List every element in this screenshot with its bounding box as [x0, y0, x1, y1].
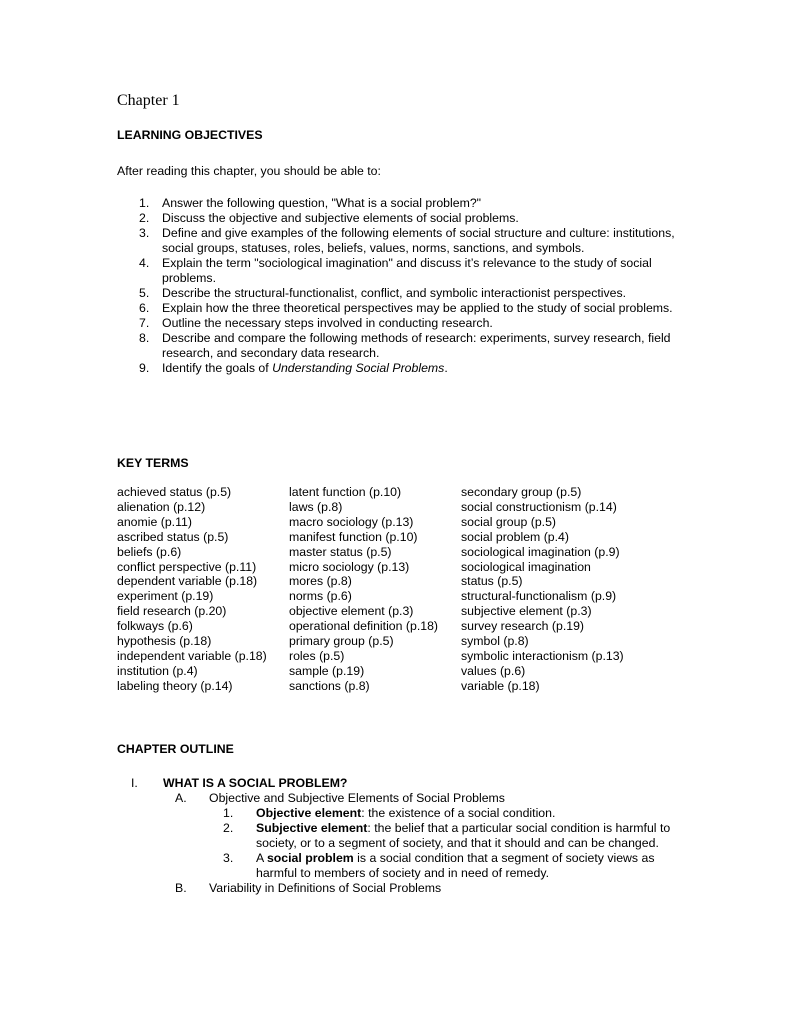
key-terms-column-2 — [289, 485, 438, 694]
key-term: operational definition (p.18) — [289, 619, 439, 634]
key-term: master status (p.5) — [289, 544, 392, 559]
key-term: social group (p.5) — [461, 514, 557, 529]
key-term: survey research (p.19) — [461, 619, 585, 634]
key-term: primary group (p.5) — [289, 634, 394, 649]
outline-subsection-b: B. Variability in Definitions of Social Problems — [175, 881, 442, 895]
term-social-problem: social problem — [266, 851, 354, 865]
key-term: symbol (p.8) — [461, 634, 529, 649]
term-subjective-element: Subjective element — [256, 821, 368, 835]
outline-item-2: 2. Subjective element: the belief that a particular social condition is harmful to society, or to a segment of society, and that it should and can be changed. — [223, 821, 671, 850]
key-term: sociological imagination — [461, 559, 591, 574]
key-term: alienation (p.12) — [117, 499, 206, 514]
objectives-list — [117, 196, 677, 376]
outline-item-1: 1. Objective element: the existence of a social condition. — [223, 806, 556, 820]
key-term: ascribed status (p.5) — [117, 529, 229, 544]
key-term: norms (p.6) — [289, 589, 352, 604]
key-term: latent function (p.10) — [289, 485, 402, 499]
key-term: dependent variable (p.18) — [117, 574, 258, 589]
chapter-title: Chapter 1 — [117, 92, 180, 109]
key-term: symbolic interactionism (p.13) — [461, 648, 624, 663]
key-term: manifest function (p.10) — [289, 529, 418, 544]
book-title: Understanding Social Problems — [272, 361, 445, 375]
list-item: 3. Define and give examples of the following elements of social structure and culture: institutions, social groups, statuses, roles, beliefs, values, norms, sanctions, and symbols. — [139, 226, 675, 255]
key-term: sociological imagination (p.9) — [461, 544, 620, 559]
key-terms-heading: KEY TERMS — [117, 456, 189, 470]
key-term: structural-functionalism (p.9) — [461, 589, 617, 604]
key-term: macro sociology (p.13) — [289, 514, 414, 529]
key-term: roles (p.5) — [289, 648, 345, 663]
key-term: folkways (p.6) — [117, 619, 193, 634]
key-term: sanctions (p.8) — [289, 678, 370, 693]
chapter-outline — [117, 776, 677, 896]
key-term: achieved status (p.5) — [117, 485, 232, 499]
key-term: beliefs (p.6) — [117, 544, 182, 559]
list-item: 1. Answer the following question, "What is a social problem?" — [139, 196, 482, 210]
list-item: 9. Identify the goals of Understanding Social Problems. — [139, 361, 448, 375]
learning-objectives-heading: LEARNING OBJECTIVES — [117, 128, 263, 142]
objectives-intro: After reading this chapter, you should be able to: — [117, 164, 381, 178]
outline-subsection-a: A. Objective and Subjective Elements of Social Problems — [175, 791, 505, 805]
list-item: 6. Explain how the three theoretical perspectives may be applied to the study of social problems. — [139, 301, 673, 315]
key-term: mores (p.8) — [289, 574, 352, 589]
outline-section-i: I. WHAT IS A SOCIAL PROBLEM? — [131, 776, 348, 790]
key-term: independent variable (p.18) — [117, 648, 267, 663]
key-term: values (p.6) — [461, 663, 526, 678]
chapter-outline-heading: CHAPTER OUTLINE — [117, 742, 234, 756]
key-term: anomie (p.11) — [117, 514, 192, 529]
term-objective-element: Objective element — [256, 806, 362, 820]
key-term: experiment (p.19) — [117, 589, 214, 604]
key-term: variable (p.18) — [461, 678, 540, 693]
key-term: subjective element (p.3) — [461, 604, 592, 619]
key-term: secondary group (p.5) — [461, 485, 582, 499]
list-item: 2. Discuss the objective and subjective elements of social problems. — [139, 211, 519, 225]
key-term: sample (p.19) — [289, 663, 365, 678]
key-term: hypothesis (p.18) — [117, 634, 212, 649]
key-term: social problem (p.4) — [461, 529, 569, 544]
key-term: social constructionism (p.14) — [461, 499, 617, 514]
key-term: conflict perspective (p.11) — [117, 559, 257, 574]
key-term: labeling theory (p.14) — [117, 678, 233, 693]
key-term: field research (p.20) — [117, 604, 227, 619]
list-item: 4. Explain the term "sociological imagination" and discuss it’s relevance to the study of social problems. — [139, 256, 652, 285]
key-terms-column-1 — [117, 485, 267, 694]
outline-item-3: 3. A social problem is a social condition that a segment of society views as harmful to members of society and in need of remedy. — [223, 851, 655, 880]
key-term: status (p.5) — [461, 574, 523, 589]
key-terms-column-3 — [461, 485, 624, 694]
list-item: 8. Describe and compare the following methods of research: experiments, survey research, field research, and secondary data research. — [139, 331, 671, 360]
key-term: laws (p.8) — [289, 499, 343, 514]
key-term: objective element (p.3) — [289, 604, 414, 619]
list-item: 7. Outline the necessary steps involved in conducting research. — [139, 316, 493, 330]
key-term: micro sociology (p.13) — [289, 559, 410, 574]
list-item: 5. Describe the structural-functionalist, conflict, and symbolic interactionist perspectives. — [139, 286, 627, 300]
key-term: institution (p.4) — [117, 663, 198, 678]
